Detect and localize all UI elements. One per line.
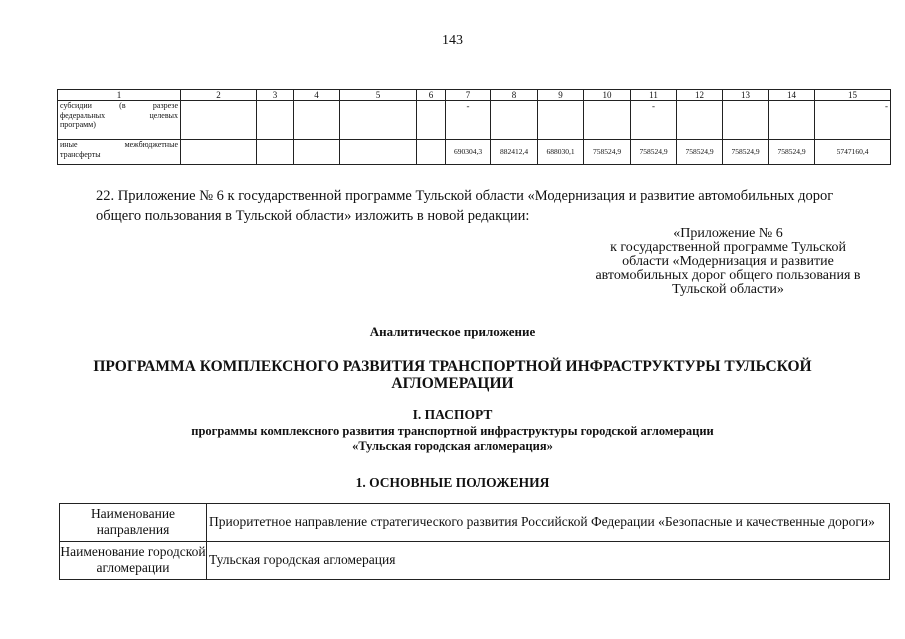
appendix-reference bbox=[578, 227, 878, 297]
table-cell bbox=[538, 101, 584, 140]
row-label-line: программ) bbox=[60, 119, 96, 129]
appendix-line: автомобильных дорог общего пользования в bbox=[595, 268, 861, 283]
table-cell bbox=[417, 140, 446, 165]
column-header: 8 bbox=[491, 90, 538, 101]
table-cell: 758524,9 bbox=[584, 140, 631, 165]
page-number: 143 bbox=[442, 33, 463, 48]
position-name: Наименование направления bbox=[60, 504, 207, 542]
row-label-line: субсидии (в разрезе bbox=[60, 101, 178, 111]
table-cell: 758524,9 bbox=[677, 140, 723, 165]
table-cell bbox=[491, 101, 538, 140]
appendix-line: «Приложение № 6 bbox=[673, 226, 783, 241]
column-header: 9 bbox=[538, 90, 584, 101]
passport-subtitle-line: программы комплексного развития транспортной инфраструктуры городской агломерации bbox=[191, 424, 714, 438]
table-cell: - bbox=[446, 101, 491, 140]
table-cell bbox=[340, 140, 417, 165]
amendment-text: 22. Приложение № 6 к государственной программе Тульской области «Модернизация и развитие автомобильных дорог общего пользования в Тульской области» изложить в новой редакции: bbox=[96, 188, 834, 224]
budget-header-row bbox=[58, 90, 891, 101]
table-cell: 690304,3 bbox=[446, 140, 491, 165]
table-cell bbox=[294, 140, 340, 165]
column-header: 10 bbox=[584, 90, 631, 101]
appendix-line: к государственной программе Тульской bbox=[610, 240, 846, 255]
column-header: 7 bbox=[446, 90, 491, 101]
table-cell bbox=[181, 101, 257, 140]
column-header: 2 bbox=[181, 90, 257, 101]
table-row-subsidies bbox=[58, 101, 891, 140]
column-header: 6 bbox=[417, 90, 446, 101]
table-cell: - bbox=[815, 101, 891, 140]
table-cell: 882412,4 bbox=[491, 140, 538, 165]
column-header: 15 bbox=[815, 90, 891, 101]
column-header: 14 bbox=[769, 90, 815, 101]
passport-title: I. ПАСПОРТ bbox=[412, 407, 493, 422]
appendix-line: Тульской области» bbox=[672, 282, 784, 297]
table-cell: 5747160,4 bbox=[815, 140, 891, 165]
table-cell: - bbox=[631, 101, 677, 140]
table-cell bbox=[181, 140, 257, 165]
table-cell bbox=[677, 101, 723, 140]
column-header: 13 bbox=[723, 90, 769, 101]
amendment-paragraph bbox=[60, 186, 850, 226]
table-cell: 758524,9 bbox=[723, 140, 769, 165]
row-label-line: федеральных целевых bbox=[60, 110, 178, 120]
table-cell bbox=[257, 140, 294, 165]
table-row-transfers bbox=[58, 140, 891, 165]
table-cell bbox=[769, 101, 815, 140]
table-cell bbox=[584, 101, 631, 140]
table-cell: 758524,9 bbox=[769, 140, 815, 165]
program-title: ПРОГРАММА КОМПЛЕКСНОГО РАЗВИТИЯ ТРАНСПОРТНОЙ ИНФРАСТРУКТУРЫ ТУЛЬСКОЙ АГЛОМЕРАЦИИ bbox=[93, 358, 812, 392]
row-label bbox=[58, 101, 181, 140]
table-row bbox=[60, 542, 890, 580]
column-header: 11 bbox=[631, 90, 677, 101]
table-cell: 688030,1 bbox=[538, 140, 584, 165]
column-header: 1 bbox=[58, 90, 181, 101]
position-name: Наименование городской агломерации bbox=[60, 542, 207, 580]
row-label bbox=[58, 140, 181, 165]
row-label-line: иные межбюджетные bbox=[60, 140, 178, 150]
position-value: Тульская городская агломерация bbox=[207, 542, 890, 580]
column-header: 4 bbox=[294, 90, 340, 101]
row-label-line: трансферты bbox=[60, 149, 101, 159]
analytic-title: Аналитическое приложение bbox=[369, 324, 536, 339]
section-title: 1. ОСНОВНЫЕ ПОЛОЖЕНИЯ bbox=[355, 475, 550, 490]
column-header: 3 bbox=[257, 90, 294, 101]
appendix-line: области «Модернизация и развитие bbox=[622, 254, 834, 269]
column-header: 5 bbox=[340, 90, 417, 101]
table-cell bbox=[340, 101, 417, 140]
position-value: Приоритетное направление стратегического развития Российской Федерации «Безопасные и качественные дороги» bbox=[207, 504, 890, 542]
passport-subtitle bbox=[0, 424, 905, 454]
table-cell bbox=[417, 101, 446, 140]
table-row bbox=[60, 504, 890, 542]
budget-table bbox=[57, 89, 891, 165]
table-cell: 758524,9 bbox=[631, 140, 677, 165]
column-header: 12 bbox=[677, 90, 723, 101]
positions-table bbox=[59, 503, 890, 580]
table-cell bbox=[723, 101, 769, 140]
table-cell bbox=[294, 101, 340, 140]
passport-subtitle-line: «Тульская городская агломерация» bbox=[352, 439, 553, 453]
table-cell bbox=[257, 101, 294, 140]
